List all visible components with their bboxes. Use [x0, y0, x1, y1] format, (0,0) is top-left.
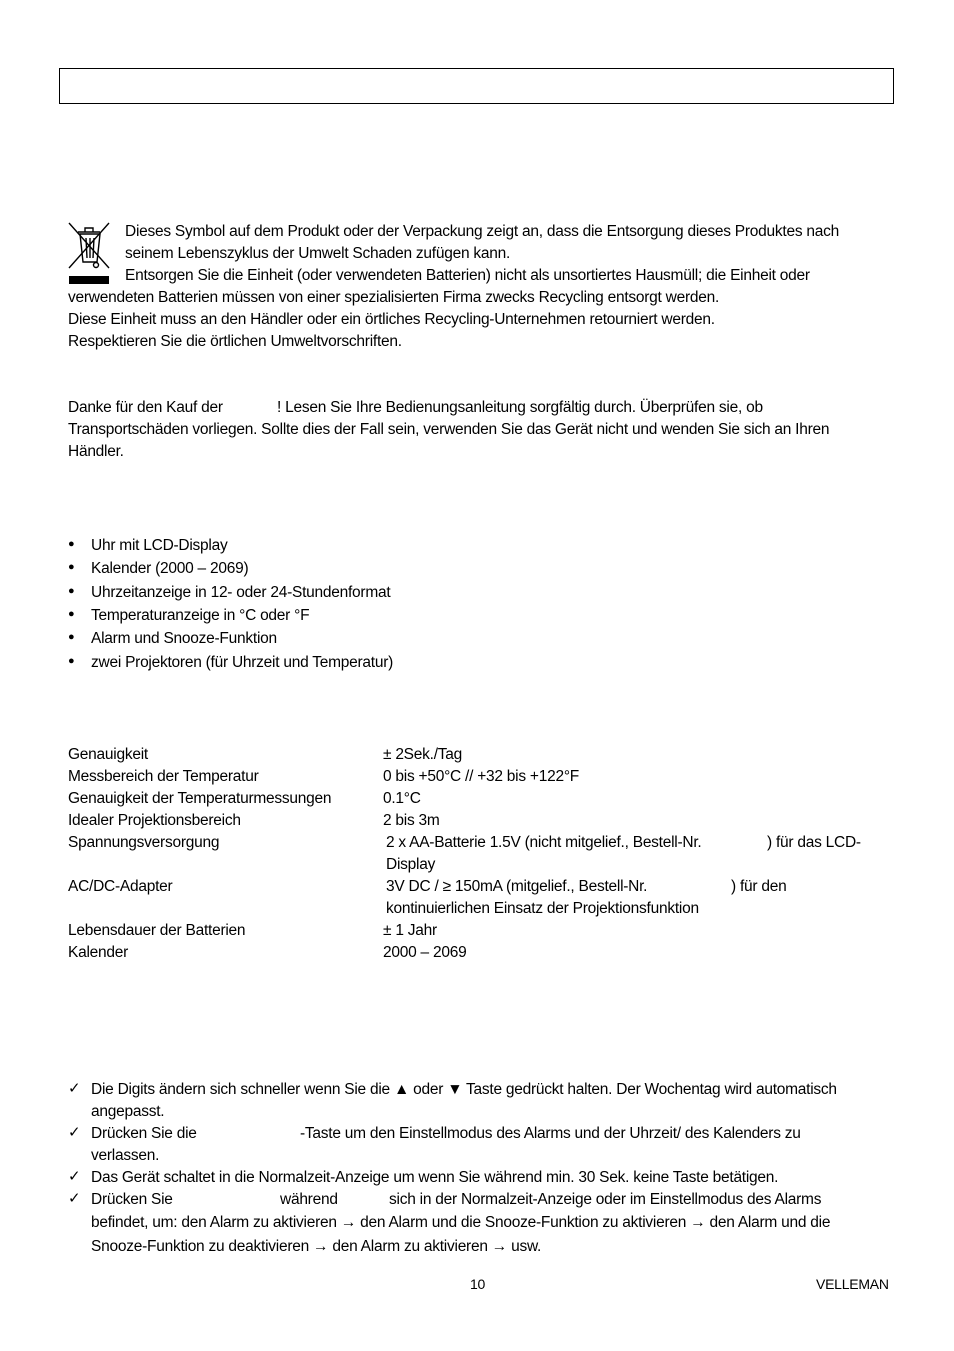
thanks-line-1b: ! Lesen Sie Ihre Bedienungsanleitung sorgfältig durch. Überprüfen sie, ob	[277, 399, 763, 416]
spec-value: ± 1 Jahr	[383, 922, 437, 939]
spec-label: Lebensdauer der Batterien	[68, 922, 246, 939]
footer-brand: VELLEMAN	[816, 1276, 889, 1292]
note-1-line-1: Die Digits ändern sich schneller wenn Sie die ▲ oder ▼ Taste gedrückt halten. Der Wochentag wird automatisch	[91, 1081, 837, 1098]
bullet-icon: ●	[68, 631, 75, 643]
note-1-line-2: angepasst.	[91, 1103, 165, 1120]
note-4-line-1b: während	[280, 1191, 338, 1208]
spec-value: 2 x AA-Batterie 1.5V (nicht mitgelief., Bestell-Nr.	[386, 834, 702, 851]
checkmark-icon: ✓	[68, 1124, 81, 1141]
note-4-line-1a: Drücken Sie	[91, 1191, 173, 1208]
spec-label: Messbereich der Temperatur	[68, 768, 259, 785]
spec-label: AC/DC-Adapter	[68, 878, 173, 895]
spec-value: 3V DC / ≥ 150mA (mitgelief., Bestell-Nr.	[386, 878, 648, 895]
spec-label: Genauigkeit	[68, 746, 148, 763]
note-2-line-2: verlassen.	[91, 1147, 160, 1164]
note-3-line-1: Das Gerät schaltet in die Normalzeit-Anzeige um wenn Sie während min. 30 Sek. keine Taste betätigen.	[91, 1169, 779, 1186]
bullet-icon: ●	[68, 538, 75, 550]
disposal-text-line-2: seinem Lebenszyklus der Umwelt Schaden zufügen kann.	[125, 245, 511, 262]
disposal-text-line-5: Diese Einheit muss an den Händler oder ein örtliches Recycling-Unternehmen retourniert werden.	[68, 311, 715, 328]
checkmark-icon: ✓	[68, 1190, 81, 1207]
note-4-line-1c: sich in der Normalzeit-Anzeige oder im Einstellmodus des Alarms	[389, 1191, 822, 1208]
spec-label: Kalender	[68, 944, 129, 961]
disposal-text-line-3: Entsorgen Sie die Einheit (oder verwendeten Batterien) nicht als unsortiertes Hausmüll; die Einheit oder	[125, 267, 810, 284]
thanks-line-2: Transportschäden vorliegen. Sollte dies der Fall sein, verwenden Sie das Gerät nicht und wenden Sie sich an Ihren	[68, 421, 830, 438]
spec-label: Idealer Projektionsbereich	[68, 812, 241, 829]
spec-value: kontinuierlichen Einsatz der Projektionsfunktion	[386, 900, 699, 917]
note-4-line-2: befindet, um: den Alarm zu aktivieren → den Alarm und die Snooze-Funktion zu aktivieren → den Alarm und die	[91, 1214, 831, 1231]
crossed-out-wheelie-bin-icon	[66, 220, 112, 286]
disposal-text-line-1: Dieses Symbol auf dem Produkt oder der Verpackung zeigt an, dass die Entsorgung dieses Produktes nach	[125, 223, 840, 240]
bullet-icon: ●	[68, 585, 75, 597]
spec-value: Display	[386, 856, 436, 873]
note-2-line-1a: Drücken Sie die	[91, 1125, 197, 1142]
spec-value: 2 bis 3m	[383, 812, 440, 829]
spec-label: Spannungsversorgung	[68, 834, 220, 851]
spec-value: ± 2Sek./Tag	[383, 746, 462, 763]
checkmark-icon: ✓	[68, 1080, 81, 1097]
note-4-line-3: Snooze-Funktion zu deaktivieren → den Alarm zu aktivieren → usw.	[91, 1238, 542, 1255]
thanks-line-1a: Danke für den Kauf der	[68, 399, 223, 416]
spec-label: Genauigkeit der Temperaturmessungen	[68, 790, 332, 807]
bullet-icon: ●	[68, 608, 75, 620]
checkmark-icon: ✓	[68, 1168, 81, 1185]
spec-value: ) für den	[731, 878, 787, 895]
note-2-line-1b: -Taste um den Einstellmodus des Alarms und der Uhrzeit/ des Kalenders zu	[300, 1125, 801, 1142]
bullet-icon: ●	[68, 655, 75, 667]
thanks-line-3: Händler.	[68, 443, 124, 460]
title-box	[59, 68, 894, 104]
spec-value: ) für das LCD-	[767, 834, 861, 851]
spec-value: 0.1°C	[383, 790, 421, 807]
spec-value: 2000 – 2069	[383, 944, 467, 961]
bullet-icon: ●	[68, 561, 75, 573]
disposal-text-line-4: verwendeten Batterien müssen von einer spezialisierten Firma zwecks Recycling entsorgt werden.	[68, 289, 720, 306]
page-number: 10	[470, 1276, 486, 1292]
spec-value: 0 bis +50°C // +32 bis +122°F	[383, 768, 580, 785]
disposal-text-line-6: Respektieren Sie die örtlichen Umweltvorschriften.	[68, 333, 402, 350]
